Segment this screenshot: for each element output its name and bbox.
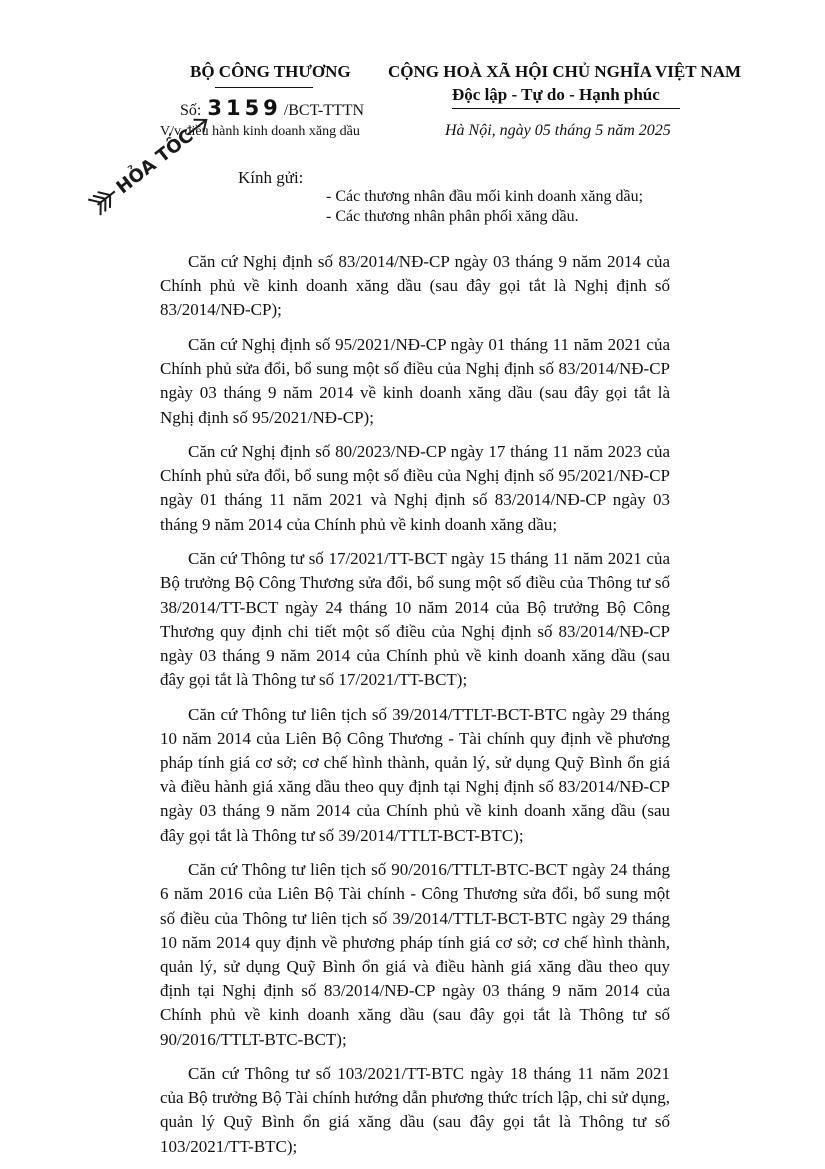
national-title: CỘNG HOÀ XÃ HỘI CHỦ NGHĨA VIỆT NAM (388, 62, 742, 81)
place-and-date: Hà Nội, ngày 05 tháng 5 năm 2025 (445, 122, 671, 139)
number-suffix: /BCT-TTTN (283, 102, 365, 119)
legal-basis-paragraph: Căn cứ Nghị định số 95/2021/NĐ-CP ngày 01 tháng 11 năm 2021 của Chính phủ sửa đổi, bổ sung một số điều của Nghị định số 83/2014/NĐ-CP ngày 03 tháng 9 năm 2014 về kinh doanh xăng dầu (sau đây gọi tắt là Nghị định số 95/2021/NĐ-CP); (160, 334, 670, 427)
stamp-text: HỎA TỐC (112, 125, 198, 199)
legal-basis-paragraph: Căn cứ Thông tư số 103/2021/TT-BTC ngày 18 tháng 11 năm 2021 của Bộ trưởng Bộ Tài chính hướng dẫn phương thức trích lập, chi sử dụng, quản lý Quỹ Bình ổn giá xăng dầu (sau đây gọi tắt là Thông tư số 103/2021/TT-BTC); (160, 1064, 670, 1156)
document-subject: V/v điều hành kinh doanh xăng dầu (160, 124, 360, 139)
document-body (160, 250, 670, 1169)
legal-basis-paragraph: Căn cứ Nghị định số 83/2014/NĐ-CP ngày 03 tháng 9 năm 2014 của Chính phủ về kinh doanh xăng dầu (sau đây gọi tắt là Nghị định số 83/2014/NĐ-CP); (160, 252, 670, 320)
legal-basis-paragraph: Căn cứ Thông tư liên tịch số 90/2016/TTLT-BTC-BCT ngày 24 tháng 6 năm 2016 của Liên Bộ Tài chính - Công Thương sửa đổi, bổ sung một số điều của Thông tư liên tịch số 39/2014/TTLT-BCT-BTC ngày 29 tháng 10 năm 2014 quy định về phương pháp tính giá cơ sở; cơ chế hình thành, quản lý, sử dụng Quỹ Bình ổn giá và điều hành giá xăng dầu theo quy định tại Nghị định số 83/2014/NĐ-CP ngày 03 tháng 9 năm 2014 của Chính phủ về kinh doanh xăng dầu (sau đây gọi tắt là Thông tư số 90/2016/TTLT-BTC-BCT); (160, 860, 670, 1049)
issuing-agency: BỘ CÔNG THƯƠNG (190, 62, 351, 81)
recipient-line: - Các thương nhân phân phối xăng dầu. (326, 208, 579, 225)
number-label: Số: (180, 102, 202, 119)
urgent-stamp (82, 106, 219, 222)
legal-basis-paragraph: Căn cứ Thông tư số 17/2021/TT-BCT ngày 15 tháng 11 năm 2021 của Bộ trưởng Bộ Công Thương sửa đổi, bổ sung một số điều của Thông tư số 38/2014/TT-BCT ngày 24 tháng 10 năm 2014 của Bộ trưởng Bộ Công Thương quy định chi tiết một số điều của Nghị định số 83/2014/NĐ-CP ngày 03 tháng 9 năm 2014 của Chính phủ về kinh doanh xăng dầu (sau đây gọi tắt là Thông tư số 17/2021/TT-BCT); (160, 549, 670, 690)
legal-basis-paragraph: Căn cứ Thông tư liên tịch số 39/2014/TTLT-BCT-BTC ngày 29 tháng 10 năm 2014 của Liên Bộ Công Thương - Tài chính quy định về phương pháp tính giá cơ sở; cơ chế hình thành, quản lý, sử dụng Quỹ Bình ổn giá và điều hành giá xăng dầu theo quy định tại Nghị định số 83/2014/NĐ-CP ngày 03 tháng 9 năm 2014 của Chính phủ về kinh doanh xăng dầu (sau đây gọi tắt là Thông tư số 39/2014/TTLT-BCT-BTC); (160, 704, 670, 845)
greeting: Kính gửi: (238, 168, 304, 187)
recipient-line: - Các thương nhân đầu mối kinh doanh xăng dầu; (326, 188, 644, 205)
agency-underline (215, 87, 313, 88)
handwritten-number: 3159 (207, 96, 282, 120)
national-motto: Độc lập - Tự do - Hạnh phúc (452, 85, 660, 104)
urgent-arrow-stamp-icon (82, 106, 219, 222)
motto-underline (452, 108, 680, 109)
legal-basis-paragraph: Căn cứ Nghị định số 80/2023/NĐ-CP ngày 17 tháng 11 năm 2023 của Chính phủ sửa đổi, bổ sung một số điều của Nghị định số 95/2021/NĐ-CP ngày 01 tháng 11 năm 2021 và Nghị định số 83/2014/NĐ-CP ngày 03 tháng 9 năm 2014 của Chính phủ về kinh doanh xăng dầu; (160, 442, 670, 534)
